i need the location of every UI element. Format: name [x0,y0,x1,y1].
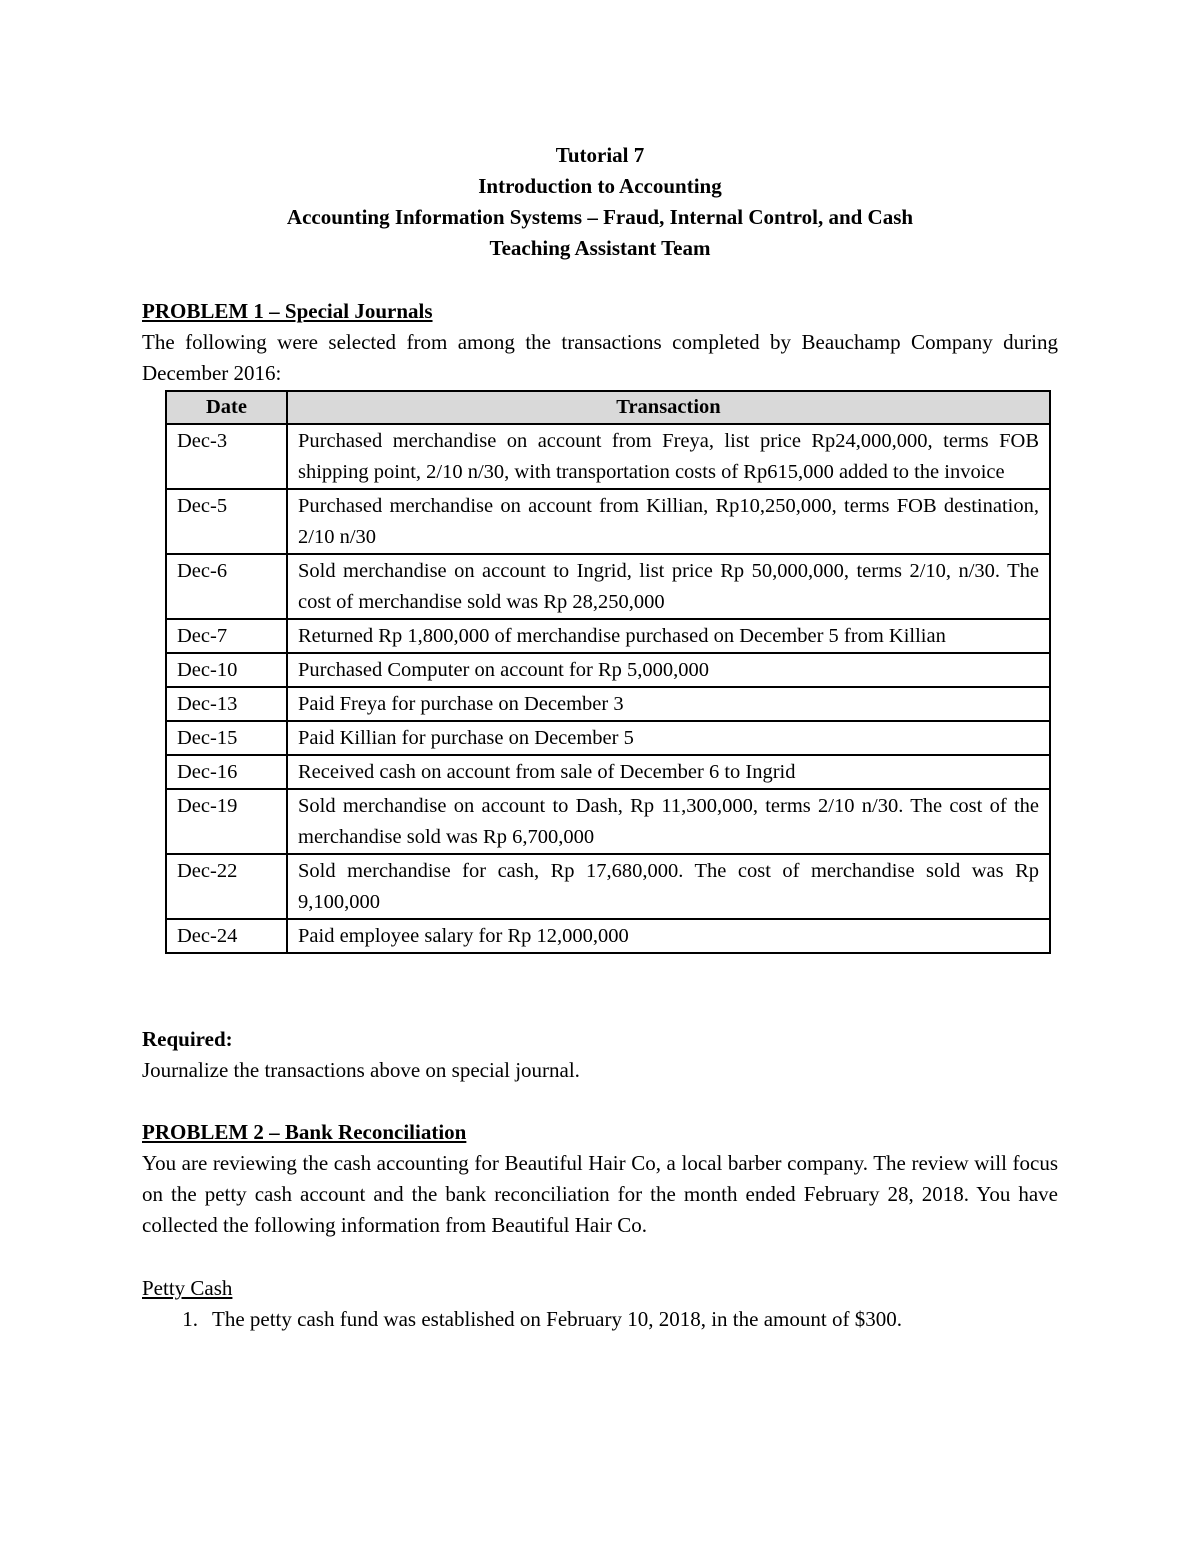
problem1-section [142,296,1058,389]
transaction-cell: Purchased merchandise on account from Killian, Rp10,250,000, terms FOB destination, 2/10 n/30 [287,489,1050,554]
required-section [142,1024,1058,1086]
date-cell: Dec-15 [166,721,287,755]
transaction-cell: Sold merchandise on account to Dash, Rp 11,300,000, terms 2/10 n/30. The cost of the merchandise sold was Rp 6,700,000 [287,789,1050,854]
transaction-cell: Purchased Computer on account for Rp 5,000,000 [287,653,1050,687]
transaction-column-header: Transaction [287,391,1050,424]
transaction-cell: Purchased merchandise on account from Freya, list price Rp24,000,000, terms FOB shipping point, 2/10 n/30, with transportation costs of Rp615,000 added to the invoice [287,424,1050,489]
date-cell: Dec-6 [166,554,287,619]
table-row [166,424,1050,489]
transaction-cell: Paid Killian for purchase on December 5 [287,721,1050,755]
table-row [166,919,1050,953]
date-cell: Dec-10 [166,653,287,687]
list-item-text: The petty cash fund was established on February 10, 2018, in the amount of $300. [212,1307,902,1331]
problem1-heading: PROBLEM 1 – Special Journals [142,299,433,323]
transaction-cell: Returned Rp 1,800,000 of merchandise purchased on December 5 from Killian [287,619,1050,653]
topic-title: Accounting Information Systems – Fraud, Internal Control, and Cash [286,205,914,229]
transactions-table [165,390,1051,954]
transaction-cell: Paid Freya for purchase on December 3 [287,687,1050,721]
date-cell: Dec-16 [166,755,287,789]
date-cell: Dec-19 [166,789,287,854]
transaction-cell: Sold merchandise on account to Ingrid, list price Rp 50,000,000, terms 2/10, n/30. The cost of merchandise sold was Rp 28,250,000 [287,554,1050,619]
date-cell: Dec-13 [166,687,287,721]
required-label: Required: [142,1027,233,1051]
table-row [166,789,1050,854]
transaction-cell: Paid employee salary for Rp 12,000,000 [287,919,1050,953]
petty-cash-heading: Petty Cash [142,1276,233,1300]
table-row [166,619,1050,653]
petty-cash-section [142,1273,1058,1335]
problem2-section [142,1117,1058,1241]
course-title: Introduction to Accounting [478,174,722,198]
table-row [166,721,1050,755]
list-item-number: 1. [182,1307,198,1331]
table-row [166,554,1050,619]
date-cell: Dec-7 [166,619,287,653]
tutorial-title: Tutorial 7 [555,143,645,167]
date-column-header: Date [166,391,287,424]
problem2-heading: PROBLEM 2 – Bank Reconciliation [142,1120,467,1144]
table-header-row [166,391,1050,424]
table-row [166,755,1050,789]
petty-cash-list [142,1304,1058,1335]
table-row [166,854,1050,919]
list-item [142,1304,1058,1335]
date-cell: Dec-3 [166,424,287,489]
table-row [166,687,1050,721]
required-text: Journalize the transactions above on special journal. [142,1058,580,1082]
problem2-intro: You are reviewing the cash accounting for Beautiful Hair Co, a local barber company. The review will focus on the petty cash account and the bank reconciliation for the month ended February 28, 2018. You have collected the following information from Beautiful Hair Co. [142,1151,1058,1237]
table-row [166,489,1050,554]
team-title: Teaching Assistant Team [489,236,711,260]
transaction-cell: Sold merchandise for cash, Rp 17,680,000. The cost of merchandise sold was Rp 9,100,000 [287,854,1050,919]
date-cell: Dec-22 [166,854,287,919]
transaction-cell: Received cash on account from sale of December 6 to Ingrid [287,755,1050,789]
document-header [0,140,1200,264]
date-cell: Dec-5 [166,489,287,554]
date-cell: Dec-24 [166,919,287,953]
problem1-intro: The following were selected from among the transactions completed by Beauchamp Company during December 2016: [142,330,1058,385]
table-row [166,653,1050,687]
